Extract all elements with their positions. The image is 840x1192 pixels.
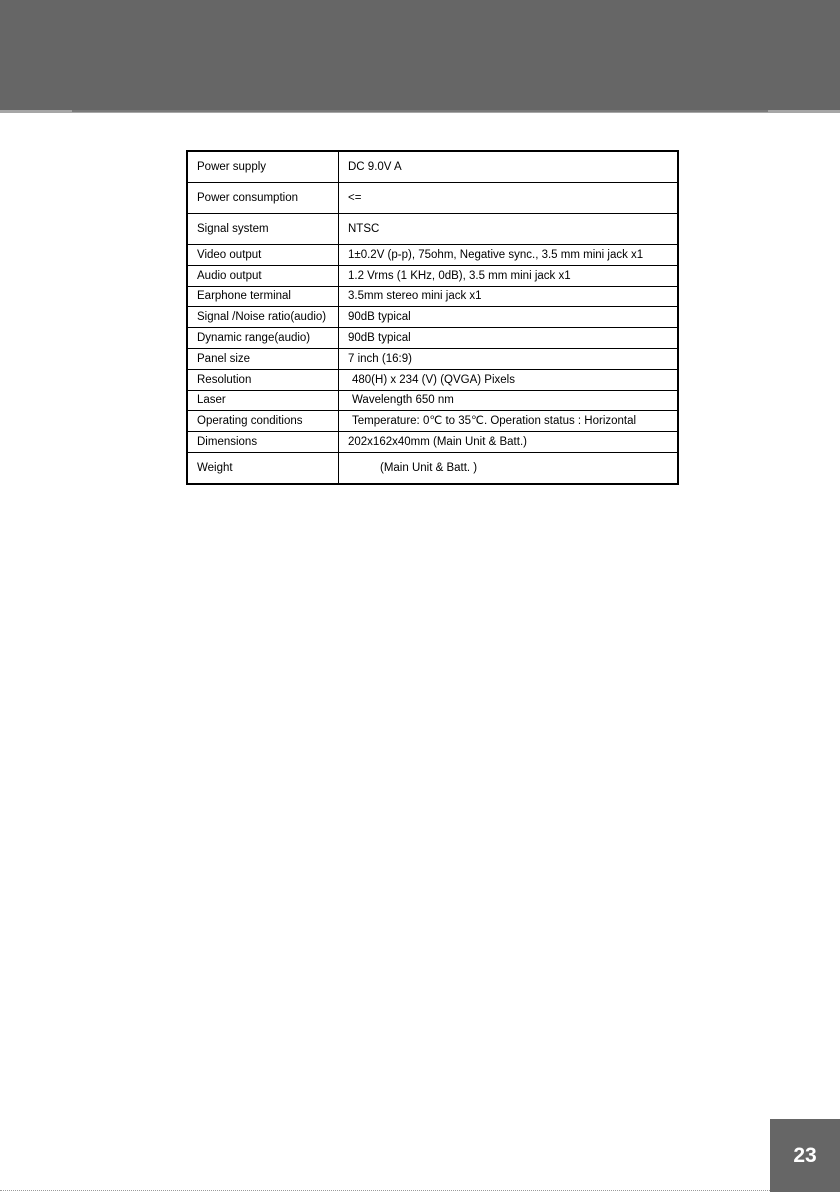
spec-value: 90dB typical — [339, 307, 679, 328]
spec-value: 3.5mm stereo mini jack x1 — [339, 286, 679, 307]
spec-label: Signal system — [187, 214, 339, 245]
spec-label: Operating conditions — [187, 411, 339, 432]
spec-label: Earphone terminal — [187, 286, 339, 307]
table-row — [187, 265, 678, 286]
spec-value: 7 inch (16:9) — [339, 348, 679, 369]
spec-value: 202x162x40mm (Main Unit & Batt.) — [339, 432, 679, 453]
table-row — [187, 307, 678, 328]
table-row — [187, 390, 678, 411]
table-row — [187, 411, 678, 432]
spec-label: Dimensions — [187, 432, 339, 453]
spec-value: Wavelength 650 nm — [339, 390, 679, 411]
spec-label: Laser — [187, 390, 339, 411]
header-rule-inner — [72, 110, 768, 112]
spec-label: Weight — [187, 452, 339, 484]
spec-label: Signal /Noise ratio(audio) — [187, 307, 339, 328]
spec-value: (Main Unit & Batt. ) — [339, 452, 679, 484]
table-row — [187, 151, 678, 183]
table-row — [187, 369, 678, 390]
spec-label: Resolution — [187, 369, 339, 390]
spec-label: Panel size — [187, 348, 339, 369]
page-number-tab — [770, 1119, 840, 1192]
spec-value: <= — [339, 183, 679, 214]
spec-value: NTSC — [339, 214, 679, 245]
spec-value: Temperature: 0℃ to 35℃. Operation status : Horizontal — [339, 411, 679, 432]
table-row — [187, 183, 678, 214]
spec-label: Power supply — [187, 151, 339, 183]
table-row — [187, 214, 678, 245]
spec-label: Dynamic range(audio) — [187, 328, 339, 349]
specifications-table — [186, 150, 679, 485]
page-number: 23 — [793, 1143, 817, 1167]
table-row — [187, 452, 678, 484]
spec-value: DC 9.0V A — [339, 151, 679, 183]
spec-value: 480(H) x 234 (V) (QVGA) Pixels — [339, 369, 679, 390]
spec-label: Power consumption — [187, 183, 339, 214]
table-row — [187, 245, 678, 266]
table-row — [187, 432, 678, 453]
header-band — [0, 0, 840, 110]
spec-label: Audio output — [187, 265, 339, 286]
spec-value: 90dB typical — [339, 328, 679, 349]
table-row — [187, 286, 678, 307]
spec-value: 1±0.2V (p-p), 75ohm, Negative sync., 3.5 mm mini jack x1 — [339, 245, 679, 266]
table-row — [187, 348, 678, 369]
spec-value: 1.2 Vrms (1 KHz, 0dB), 3.5 mm mini jack x1 — [339, 265, 679, 286]
spec-label: Video output — [187, 245, 339, 266]
table-row — [187, 328, 678, 349]
